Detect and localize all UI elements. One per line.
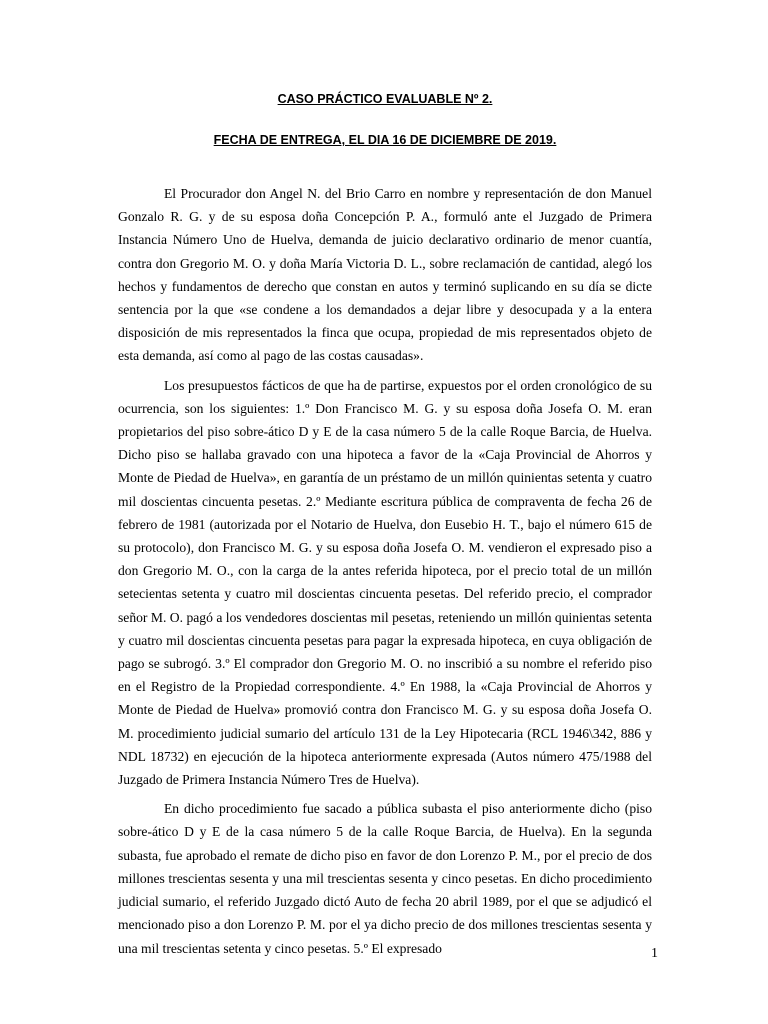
document-body <box>118 182 652 966</box>
page-number: 1 <box>651 946 658 961</box>
paragraph-1: El Procurador don Angel N. del Brio Carro en nombre y representación de don Manuel Gonzalo R. G. y de su esposa doña Concepción P. A., formuló ante el Juzgado de Primera Instancia Número Uno de Huelva, demanda de juicio declarativo ordinario de menor cuantía, contra don Gregorio M. O. y doña María Victoria D. L., sobre reclamación de cantidad, alegó los hechos y fundamentos de derecho que constan en autos y terminó suplicando en su día se dicte sentencia por la que «se condene a los demandados a dejar libre y desocupada y a la entera disposición de mis representados la finca que ocupa, propiedad de mis representados objeto de esta demanda, así como al pago de las costas causadas». <box>118 186 652 364</box>
document-title: CASO PRÁCTICO EVALUABLE Nº 2. <box>277 92 493 106</box>
document-subtitle: FECHA DE ENTREGA, EL DIA 16 DE DICIEMBRE DE 2019. <box>213 133 557 147</box>
paragraph-3: En dicho procedimiento fue sacado a pública subasta el piso anteriormente dicho (piso sobre-ático D y E de la casa número 5 de la calle Roque Barcia, de Huelva). En la segunda subasta, fue aprobado el remate de dicho piso en favor de don Lorenzo P. M., por el precio de dos millones trescientas sesenta y una mil trescientas sesenta y cinco pesetas. En dicho procedimiento judicial sumario, el referido Juzgado dictó Auto de fecha 20 abril 1989, por el que se adjudicó el mencionado piso a don Lorenzo P. M. por el ya dicho precio de dos millones trescientas sesenta y una mil trescientas setenta y cinco pesetas. 5.º El expresado <box>118 801 652 956</box>
paragraph-2: Los presupuestos fácticos de que ha de partirse, expuestos por el orden cronológico de su ocurrencia, son los siguientes: 1.º Don Francisco M. G. y su esposa doña Josefa O. M. eran propietarios del piso sobre-ático D y E de la casa número 5 de la calle Roque Barcia, de Huelva. Dicho piso se hallaba gravado con una hipoteca a favor de la «Caja Provincial de Ahorros y Monte de Piedad de Huelva», en garantía de un préstamo de un millón quinientas setenta y cuatro mil doscientas cincuenta pesetas. 2.º Mediante escritura pública de compraventa de fecha 26 de febrero de 1981 (autorizada por el Notario de Huelva, don Eusebio H. T., bajo el número 615 de su protocolo), don Francisco M. G. y su esposa doña Josefa O. M. vendieron el expresado piso a don Gregorio M. O., con la carga de la antes referida hipoteca, por el precio total de un millón setecientas setenta y cuatro mil doscientas cincuenta pesetas. Del referido precio, el comprador señor M. O. pagó a los vendedores doscientas mil pesetas, reteniendo un millón quinientas setenta y cuatro mil doscientas cincuenta pesetas para pagar la expresada hipoteca, en cuya obligación de pago se subrogó. 3.º El comprador don Gregorio M. O. no inscribió a su nombre el referido piso en el Registro de la Propiedad correspondiente. 4.º En 1988, la «Caja Provincial de Ahorros y Monte de Piedad de Huelva» promovió contra don Francisco M. G. y su esposa doña Josefa O. M. procedimiento judicial sumario del artículo 131 de la Ley Hipotecaria (RCL 1946\342, 886 y NDL 18732) en ejecución de la hipoteca anteriormente expresada (Autos número 475/1988 del Juzgado de Primera Instancia Número Tres de Huelva). <box>118 377 652 788</box>
